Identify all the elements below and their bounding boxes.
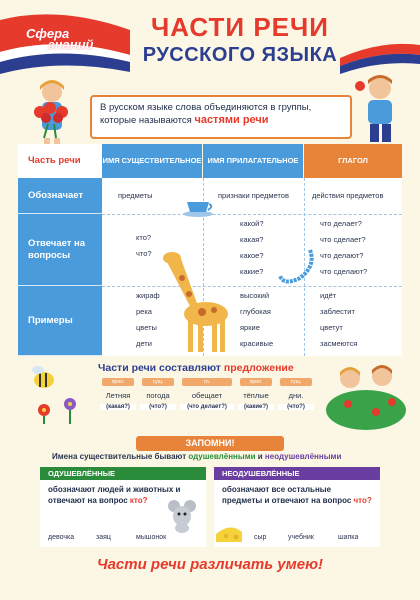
animate-example: девочка: [48, 534, 75, 541]
row-header-answers-questions: Отвечает на вопросы: [18, 214, 102, 286]
boy-with-apple-illustration: [352, 72, 412, 150]
sentence-word: прил. Летняя (какая?): [100, 378, 136, 410]
cheese-illustration: [214, 522, 244, 546]
column-header-verb: ГЛАГОЛ: [304, 144, 402, 178]
inanimate-text: обозначают все остальные предметы и отвечают на вопрос что?: [222, 485, 372, 505]
remember-banner: ЗАПОМНИ!: [136, 436, 284, 451]
sentence-word: сущ. погода (что?): [140, 378, 176, 410]
column-header-noun: ИМЯ СУЩЕСТВИТЕЛЬНОЕ: [102, 144, 202, 178]
page-subtitle: РУССКОГО ЯЗЫКА: [142, 44, 338, 66]
cell-adjective-denotes: признаки предметов: [218, 191, 289, 200]
cell-verb-questions: что делает? что сделает? что делают? что сделают?: [320, 219, 368, 276]
table-corner-header: Часть речи: [18, 144, 102, 178]
inanimate-example: шапка: [338, 534, 359, 541]
row-header-denotes: Обозначает: [18, 178, 102, 214]
intro-box: [90, 95, 352, 139]
animate-example: мышонок: [136, 534, 167, 541]
sentence-word: сущ. дни. (что?): [278, 378, 314, 410]
intro-highlight: частями речи: [194, 114, 269, 126]
row-header-examples: Примеры: [18, 286, 102, 356]
sentence-word: прил. тёплые (какие?): [238, 378, 274, 410]
cell-verb-denotes: действия предметов: [312, 191, 384, 200]
necklace-icon: [270, 246, 318, 286]
sentence-word: гл. обещает (что делает?): [180, 378, 234, 410]
inanimate-example: учебник: [288, 534, 314, 541]
giraffe-illustration: [158, 248, 238, 356]
cell-adjective-examples: высокий глубокая яркие красивые: [240, 291, 274, 348]
page-title: ЧАСТИ РЕЧИ: [151, 12, 329, 42]
teacup-icon: [182, 198, 214, 218]
animate-header: ОДУШЕВЛЁННЫЕ: [40, 467, 206, 480]
noun-types-statement: Имена существительные бывают одушевлёнными и неодушевлёнными: [52, 452, 342, 461]
mouse-illustration: [164, 498, 200, 534]
sentence-title: Части речи составляют предложение: [98, 362, 294, 374]
cell-verb-examples: идёт заблестит цветут засмеются: [320, 291, 358, 348]
cell-noun-questions: кто? что?: [136, 233, 152, 258]
column-header-adjective: ИМЯ ПРИЛАГАТЕЛЬНОЕ: [203, 144, 303, 178]
inanimate-header: НЕОДУШЕВЛЁННЫЕ: [214, 467, 380, 480]
bee-and-flowers-illustration: [22, 364, 94, 424]
animate-example: заяц: [96, 534, 111, 541]
girl-with-flowers-illustration: [22, 78, 82, 152]
intro-text: В русском языке слова объединяются в группы, которые называются: [100, 102, 312, 126]
cell-adjective-questions: какой? какая? какое? какие?: [240, 219, 264, 276]
animate-text: обозначают людей и животных и отвечают на вопрос кто?: [48, 485, 181, 505]
footer-slogan: Части речи различать умею!: [96, 556, 324, 573]
brand-logo: Сфера знаний: [26, 26, 94, 52]
cell-noun-denotes: предметы: [118, 191, 153, 200]
cell-noun-examples: жираф река цветы дети: [136, 291, 160, 348]
kids-in-bush-illustration: [326, 364, 408, 430]
inanimate-example: сыр: [254, 534, 267, 541]
